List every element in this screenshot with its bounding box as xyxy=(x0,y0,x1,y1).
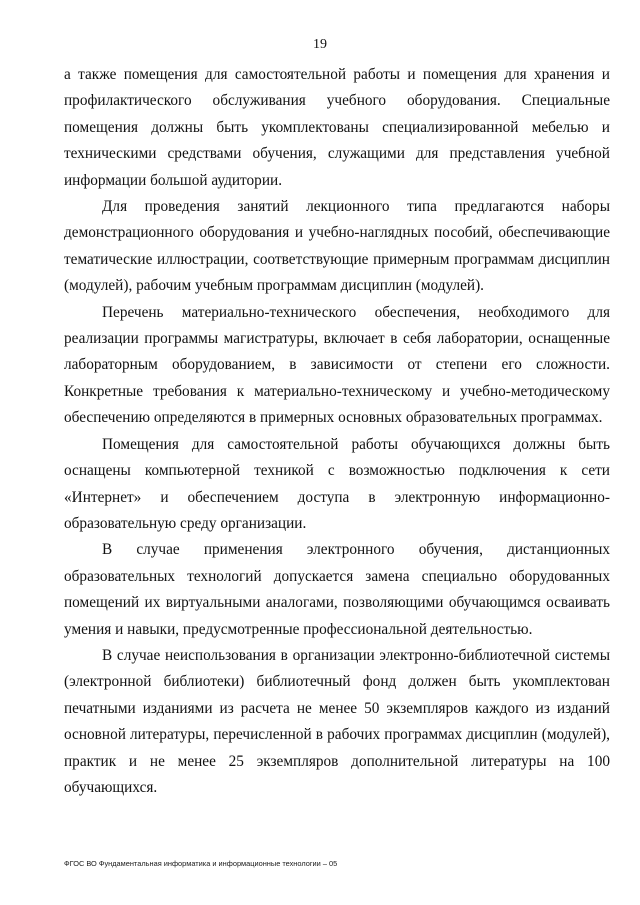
paragraph-material-technical-support: Перечень материально-технического обеспечения, необходимого для реализации программы магистратуры, включает в себя лаборатории, оснащенные лабораторным оборудованием, в зависимости от степени его сложности. Конкретные требования к материально-техническому и учебно-методическому обеспечению определяются в примерных основных образовательных программах. xyxy=(64,303,610,427)
page-number: 19 xyxy=(313,37,327,52)
paragraph-continuation: а также помещения для самостоятельной работы и помещения для хранения и профилактического обслуживания учебного оборудования. Специальные помещения должны быть укомплектованы специализированной мебелью и техническими средствами обучения, служащими для представления учебной информации большой аудитории. xyxy=(64,66,610,189)
paragraph-library-fund: В случае неиспользования в организации электронно-библиотечной системы (электронной библиотеки) библиотечный фонд должен быть укомплектован печатными изданиями из расчета не менее 50 экземпляров каждого из изданий основной литературы, перечисленной в рабочих программах дисциплин (модулей), практик и не менее 25 экземпляров дополнительной литературы на 100 обучающихся. xyxy=(64,646,610,796)
paragraph-e-learning: В случае применения электронного обучения, дистанционных образовательных технологий допускается замена специально оборудованных помещений их виртуальными аналогами, позволяющими обучающимся осваивать умения и навыки, предусмотренные профессиональной деятельностью. xyxy=(64,541,610,638)
body-text xyxy=(64,62,610,801)
paragraph-lecture-equipment: Для проведения занятий лекционного типа предлагаются наборы демонстрационного оборудования и учебно-наглядных пособий, обеспечивающие тематические иллюстрации, соответствующие примерным программам дисциплин (модулей), рабочим учебным программам дисциплин (модулей). xyxy=(64,198,610,295)
paragraph-self-study-rooms: Помещения для самостоятельной работы обучающихся должны быть оснащены компьютерной техникой с возможностью подключения к сети «Интернет» и обеспечением доступа в электронную информационно-образовательную среду организации. xyxy=(64,435,610,532)
page-footer: ФГОС ВО Фундаментальная информатика и информационные технологии – 05 xyxy=(64,859,338,868)
